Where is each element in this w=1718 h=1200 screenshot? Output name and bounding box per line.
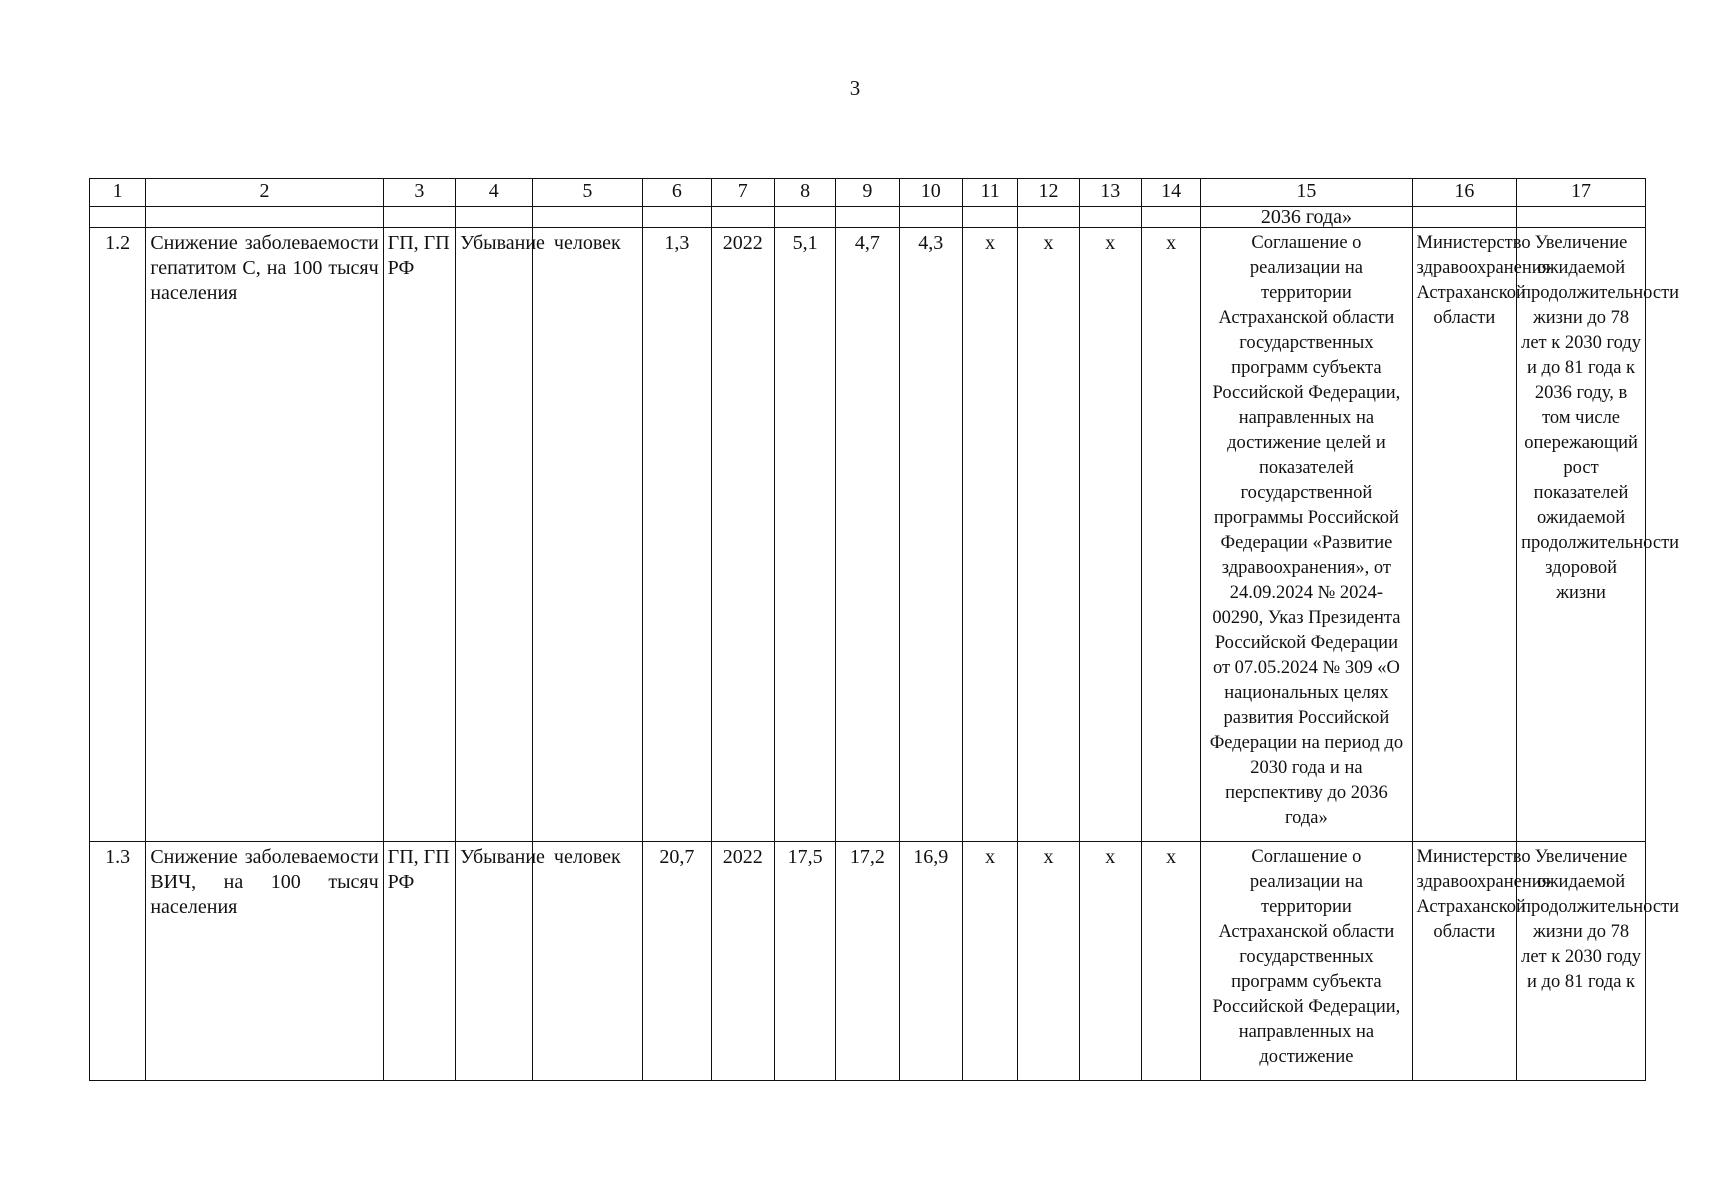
- value-col-9: 17,2: [836, 842, 899, 1081]
- column-header: 1: [90, 179, 146, 207]
- value-col-9: 4,7: [836, 228, 899, 842]
- document-reference: Соглашение о реализации на территории Астраханской области государственных программ субъекта Российской Федерации, направленных на достижение: [1201, 842, 1412, 1081]
- table-cell: [1079, 207, 1141, 228]
- national-goal-link: Увеличение ожидаемой продолжительности жизни до 78 лет к 2030 году и до 81 года к: [1517, 842, 1646, 1081]
- table-cell: [90, 207, 146, 228]
- table-row: [90, 842, 1646, 1081]
- column-header: 3: [383, 179, 455, 207]
- indicators-table: [89, 178, 1680, 1081]
- column-header: 11: [962, 179, 1017, 207]
- indicator-type: Убывание: [456, 228, 532, 842]
- page-number: 3: [849, 76, 861, 100]
- indicator-type: Убывание: [456, 842, 532, 1081]
- value-col-10: 16,9: [899, 842, 962, 1081]
- table-cell: [146, 207, 383, 228]
- continuation-text: 2036 года»: [1201, 207, 1412, 228]
- value-col-12: х: [1018, 842, 1079, 1081]
- table-cell: [1412, 207, 1517, 228]
- base-value: 1,3: [643, 228, 711, 842]
- responsible-body: Министерство здравоохранения Астраханской области: [1412, 228, 1517, 842]
- table-cell: [456, 207, 532, 228]
- value-col-13: х: [1079, 842, 1141, 1081]
- value-col-12: х: [1018, 228, 1079, 842]
- base-year: 2022: [711, 842, 774, 1081]
- column-header: 6: [643, 179, 711, 207]
- row-number: 1.2: [90, 228, 146, 842]
- responsible-body: Министерство здравоохранения Астраханской области: [1412, 842, 1517, 1081]
- column-header: 5: [532, 179, 643, 207]
- value-col-11: х: [962, 228, 1017, 842]
- table-cell: [774, 207, 835, 228]
- column-header: 13: [1079, 179, 1141, 207]
- indicator-name: Снижение заболеваемости гепатитом С, на 100 тысяч населения: [146, 228, 383, 842]
- indicator-level: ГП, ГП РФ: [383, 842, 455, 1081]
- value-col-14: х: [1141, 228, 1200, 842]
- unit: человек: [532, 842, 643, 1081]
- value-col-8: 17,5: [774, 842, 835, 1081]
- column-header: 8: [774, 179, 835, 207]
- table-cell: [711, 207, 774, 228]
- unit: человек: [532, 228, 643, 842]
- indicator-name: Снижение заболеваемости ВИЧ, на 100 тысяч населения: [146, 842, 383, 1081]
- value-col-11: х: [962, 842, 1017, 1081]
- table-cell: [899, 207, 962, 228]
- column-header: 4: [456, 179, 532, 207]
- column-header: 2: [146, 179, 383, 207]
- table-cell: [643, 207, 711, 228]
- table-cell: [836, 207, 899, 228]
- column-header: 7: [711, 179, 774, 207]
- column-header: 10: [899, 179, 962, 207]
- column-header: 14: [1141, 179, 1200, 207]
- value-col-14: х: [1141, 842, 1200, 1081]
- indicator-level: ГП, ГП РФ: [383, 228, 455, 842]
- table-cell: [962, 207, 1017, 228]
- row-number: 1.3: [90, 842, 146, 1081]
- continuation-row: [90, 207, 1646, 228]
- table-cell: [1018, 207, 1079, 228]
- value-col-13: х: [1079, 228, 1141, 842]
- column-header: 15: [1201, 179, 1412, 207]
- document-reference: Соглашение о реализации на территории Астраханской области государственных программ субъекта Российской Федерации, направленных на достижение целей и показателей государственной программы Российской Федерации «Развитие здравоохранения», от 24.09.2024 № 2024-00290, Указ Президента Российской Федерации от 07.05.2024 № 309 «О национальных целях развития Российской Федерации на период до 2030 года и на перспективу до 2036 года»: [1201, 228, 1412, 842]
- value-col-10: 4,3: [899, 228, 962, 842]
- table-cell: [1141, 207, 1200, 228]
- value-col-8: 5,1: [774, 228, 835, 842]
- national-goal-link: Увеличение ожидаемой продолжительности жизни до 78 лет к 2030 году и до 81 года к 2036 году, в том числе опережающий рост показателей ожидаемой продолжительности здоровой жизни: [1517, 228, 1646, 842]
- column-header: 9: [836, 179, 899, 207]
- table-cell: [1517, 207, 1646, 228]
- base-value: 20,7: [643, 842, 711, 1081]
- base-year: 2022: [711, 228, 774, 842]
- header-row: [90, 179, 1646, 207]
- column-header: 12: [1018, 179, 1079, 207]
- column-header: 17: [1517, 179, 1646, 207]
- column-header: 16: [1412, 179, 1517, 207]
- table-cell: [532, 207, 643, 228]
- table-cell: [383, 207, 455, 228]
- table-row: [90, 228, 1646, 842]
